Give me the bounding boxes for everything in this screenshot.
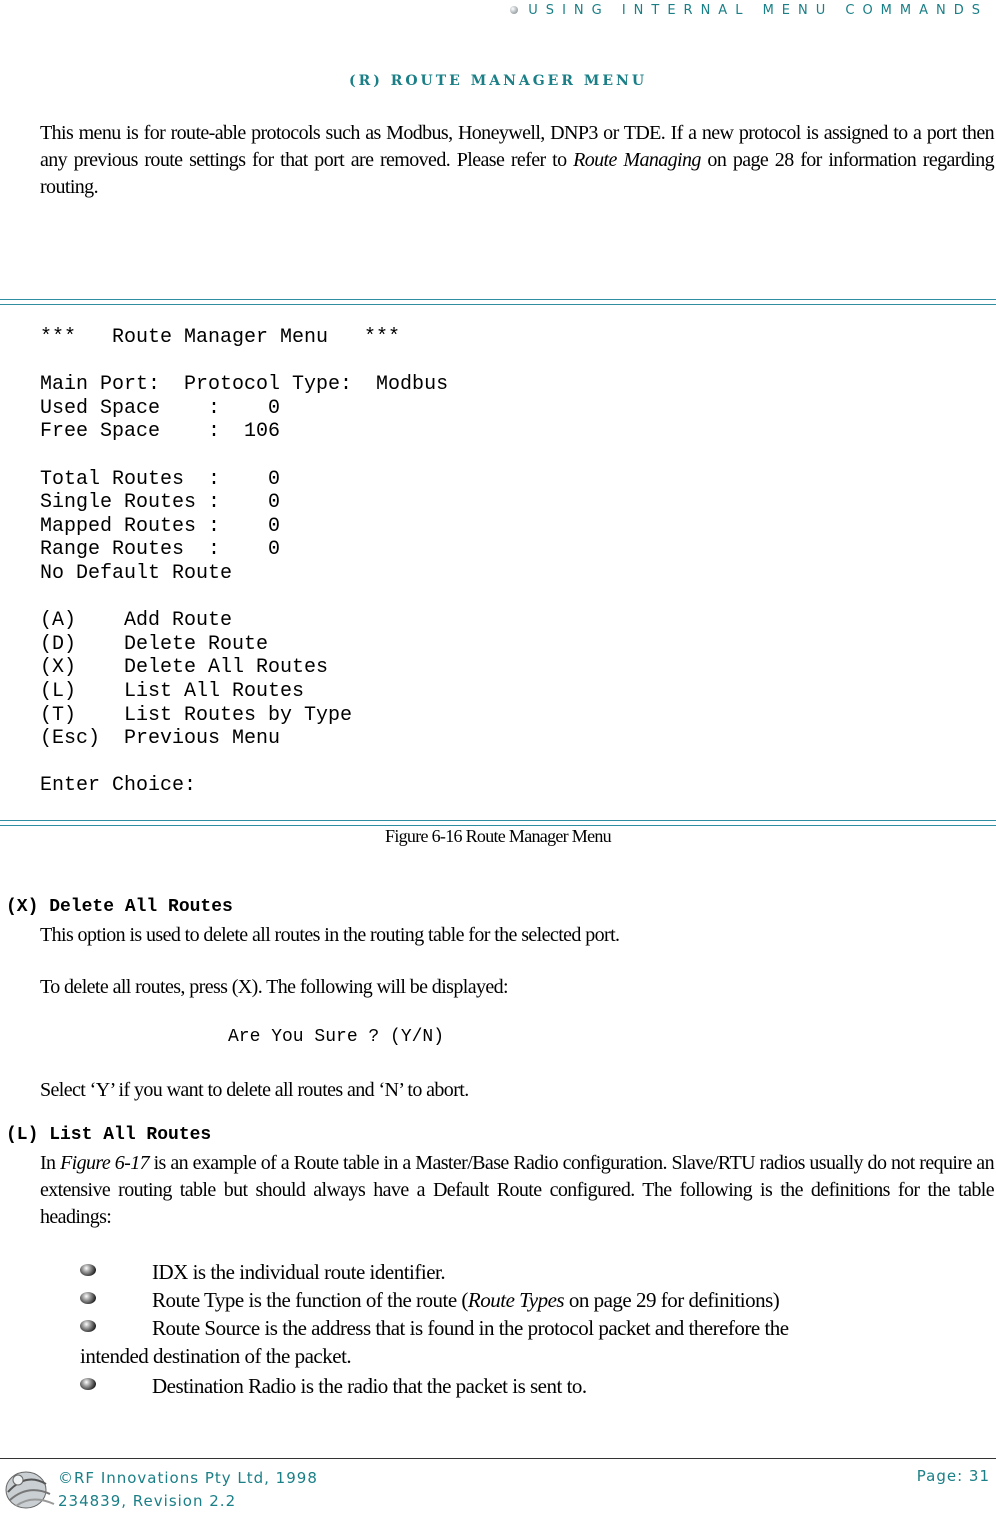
list-all-paragraph: In Figure 6-17 is an example of a Route table in a Master/Base Radio configuration. Slave/RTU radios usually do not require an extensive routing table but should always have a Default Route configured. The following is the definitions for the table headings: (40, 1152, 994, 1228)
running-header (510, 0, 988, 20)
terminal-line: Mapped Routes : 0 (40, 514, 281, 538)
section-title: (R) ROUTE MANAGER MENU (348, 73, 648, 89)
bullet-item-idx: IDX is the individual route identifier. (80, 1258, 980, 1286)
terminal-line: (D) Delete Route (40, 632, 269, 656)
terminal-line: Range Routes : 0 (40, 538, 281, 562)
footer-info (58, 1467, 318, 1513)
terminal-line: (X) Delete All Routes (40, 656, 329, 680)
bullet-dot-icon (510, 6, 518, 14)
delete-all-description: This option is used to delete all routes in the routing table for the selected port. (40, 924, 620, 946)
terminal-screen (40, 326, 940, 798)
route-types-reference: Route Types (467, 1288, 565, 1312)
terminal-line: (T) List Routes by Type (40, 703, 353, 727)
bullet-icon (80, 1378, 96, 1390)
terminal-line: (L) List All Routes (40, 679, 305, 703)
terminal-line: Single Routes : 0 (40, 491, 281, 515)
terminal-line: Main Port: Protocol Type: Modbus (40, 373, 449, 397)
list-all-heading: (L) List All Routes (6, 1125, 212, 1145)
terminal-line: Free Space : 106 (40, 420, 281, 444)
document-revision: 234839, Revision 2.2 (58, 1492, 237, 1510)
terminal-line: (Esc) Previous Menu (40, 727, 281, 751)
intro-paragraph: This menu is for route-able protocols such as Modbus, Honeywell, DNP3 or TDE. If a new protocol is assigned to a port then any previous route settings for that port are removed. Please refer to Route Managing on page 28 for information regarding routing. (40, 122, 994, 198)
running-title: USING INTERNAL MENU COMMANDS (528, 2, 988, 18)
page-number: Page: 31 (916, 1467, 990, 1485)
figure-top-rule (0, 299, 996, 305)
footer-rule (0, 1458, 996, 1459)
terminal-line: No Default Route (40, 561, 233, 585)
select-instruction: Select ‘Y’ if you want to delete all routes and ‘N’ to abort. (40, 1079, 469, 1101)
bullet-item-destination: Destination Radio is the radio that the packet is sent to. (80, 1372, 980, 1400)
terminal-line: *** Route Manager Menu *** (40, 326, 401, 349)
terminal-line: (A) Add Route (40, 609, 233, 633)
terminal-line: Used Space : 0 (40, 396, 281, 420)
bullet-icon (80, 1292, 96, 1304)
delete-all-instruction: To delete all routes, press (X). The following will be displayed: (40, 976, 509, 998)
company-logo-icon (2, 1462, 58, 1512)
bullet-item-route-source: Route Source is the address that is found in the protocol packet and therefore the intended destination of the packet. (80, 1316, 789, 1368)
bullet-icon (80, 1264, 96, 1276)
bullet-icon (80, 1320, 96, 1332)
bullet-item-route-type: Route Type is the function of the route (Route Types on page 29 for definitions) (80, 1286, 980, 1314)
figure-reference: Figure 6-17 (60, 1152, 150, 1174)
confirm-prompt: Are You Sure ? (Y/N) (228, 1027, 445, 1047)
copyright-text: ©RF Innovations Pty Ltd, 1998 (58, 1469, 318, 1487)
terminal-line: Enter Choice: (40, 774, 197, 798)
terminal-line: Total Routes : 0 (40, 467, 281, 491)
delete-all-heading: (X) Delete All Routes (6, 897, 233, 917)
route-managing-reference: Route Managing (573, 149, 701, 171)
figure-caption: Figure 6-16 Route Manager Menu (385, 826, 611, 846)
